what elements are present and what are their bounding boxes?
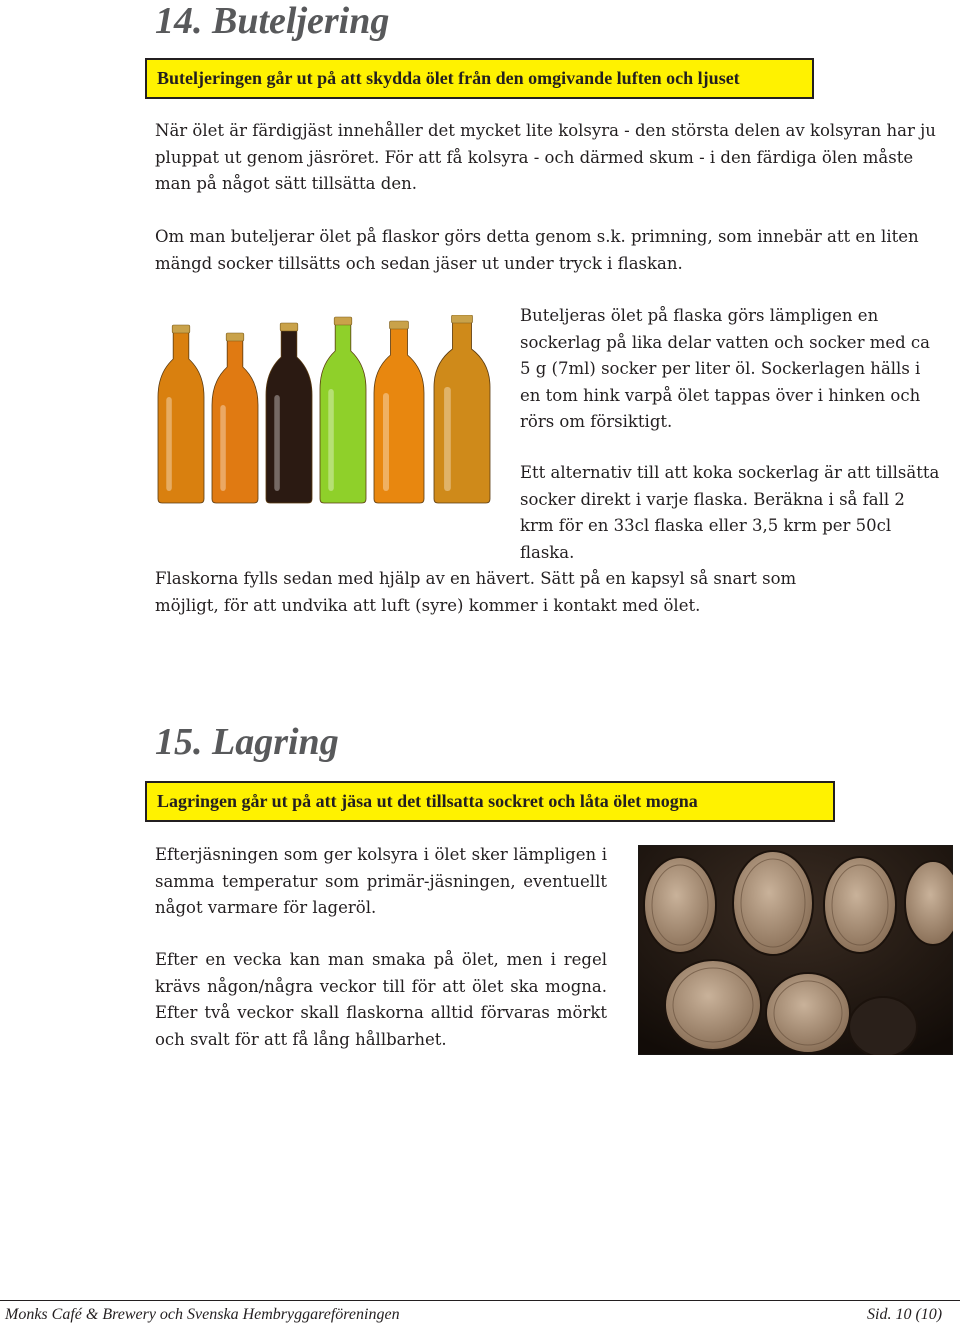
bottle-cap	[226, 333, 244, 341]
section-14-paragraph-1: När ölet är färdigjäst innehåller det mycket lite kolsyra - den största delen av kolsyran har ju pluppat ut genom jäsröret. För att få kolsyra - och därmed skum - i den färdiga ölen måste man på något sätt tillsätta den.	[155, 121, 936, 193]
section-15-banner: Lagringen går ut på att jäsa ut det tillsatta sockret och låta ölet mogna	[145, 781, 835, 822]
bottles-image	[150, 315, 500, 510]
bottle-shape	[374, 327, 424, 503]
bottle-cap	[451, 315, 472, 323]
bottle-cap	[172, 325, 190, 333]
bottle-shape	[434, 321, 490, 503]
bottle-highlight	[220, 405, 226, 491]
section-15-paragraph-2: Efter en vecka kan man smaka på ölet, men i regel krävs någon/några veckor till för att ölet ska mogna. Efter två veckor skall flaskorna alltid förvaras mörkt och svalt för att få lång hållbarhet.	[155, 950, 607, 1049]
section-14-banner: Buteljeringen går ut på att skydda ölet från den omgivande luften och ljuset	[145, 58, 814, 99]
section-14-heading: 14. Buteljering	[155, 0, 390, 42]
bottle-highlight	[383, 393, 389, 491]
footer-page-number: Sid. 10 (10)	[867, 1306, 943, 1323]
bottle-highlight	[166, 397, 172, 491]
section-15-paragraph-1: Efterjäsningen som ger kolsyra i ölet sker lämpligen i samma temperatur som primär-jäsningen, eventuellt något varmare för lageröl.	[155, 845, 607, 917]
bottle-cap	[334, 317, 352, 325]
footer-publisher: Monks Café & Brewery och Svenska Hembryggareföreningen	[5, 1306, 400, 1323]
bottle-shape	[158, 331, 204, 503]
bottle-highlight	[328, 389, 334, 491]
bottle-shape	[266, 329, 312, 503]
bottle-shape	[320, 323, 366, 503]
bottle-highlight	[274, 395, 280, 491]
section-14-paragraph-2: Om man buteljerar ölet på flaskor görs detta genom s.k. primning, som innebär att en liten mängd socker tillsätts och sedan jäser ut under tryck i flaskan.	[155, 227, 919, 273]
barrels-image	[638, 845, 953, 1055]
bottle-cap	[390, 321, 409, 329]
section-14-paragraph-4: Ett alternativ till att koka sockerlag är att tillsätta socker direkt i varje flaska. Beräkna i så fall 2 krm för en 33cl flaska eller 3,5 krm per 50cl flaska.	[520, 463, 940, 562]
section-15-heading: 15. Lagring	[155, 721, 339, 763]
bottle-highlight	[444, 387, 451, 491]
section-14-paragraph-3: Buteljeras ölet på flaska görs lämpligen en sockerlag på lika delar vatten och socker med ca 5 g (7ml) socker per liter öl. Sockerlagen hälls i en tom hink varpå ölet tappas över i hinken och rörs om försiktigt.	[520, 306, 931, 431]
bottle-shape	[212, 339, 258, 503]
bottle-cap	[280, 323, 298, 331]
footer-divider	[0, 1300, 960, 1301]
section-14-paragraph-5: Flaskorna fylls sedan med hjälp av en hävert. Sätt på en kapsyl så snart som möjligt, för att undvika att luft (syre) kommer i kontakt med ölet.	[155, 569, 797, 615]
